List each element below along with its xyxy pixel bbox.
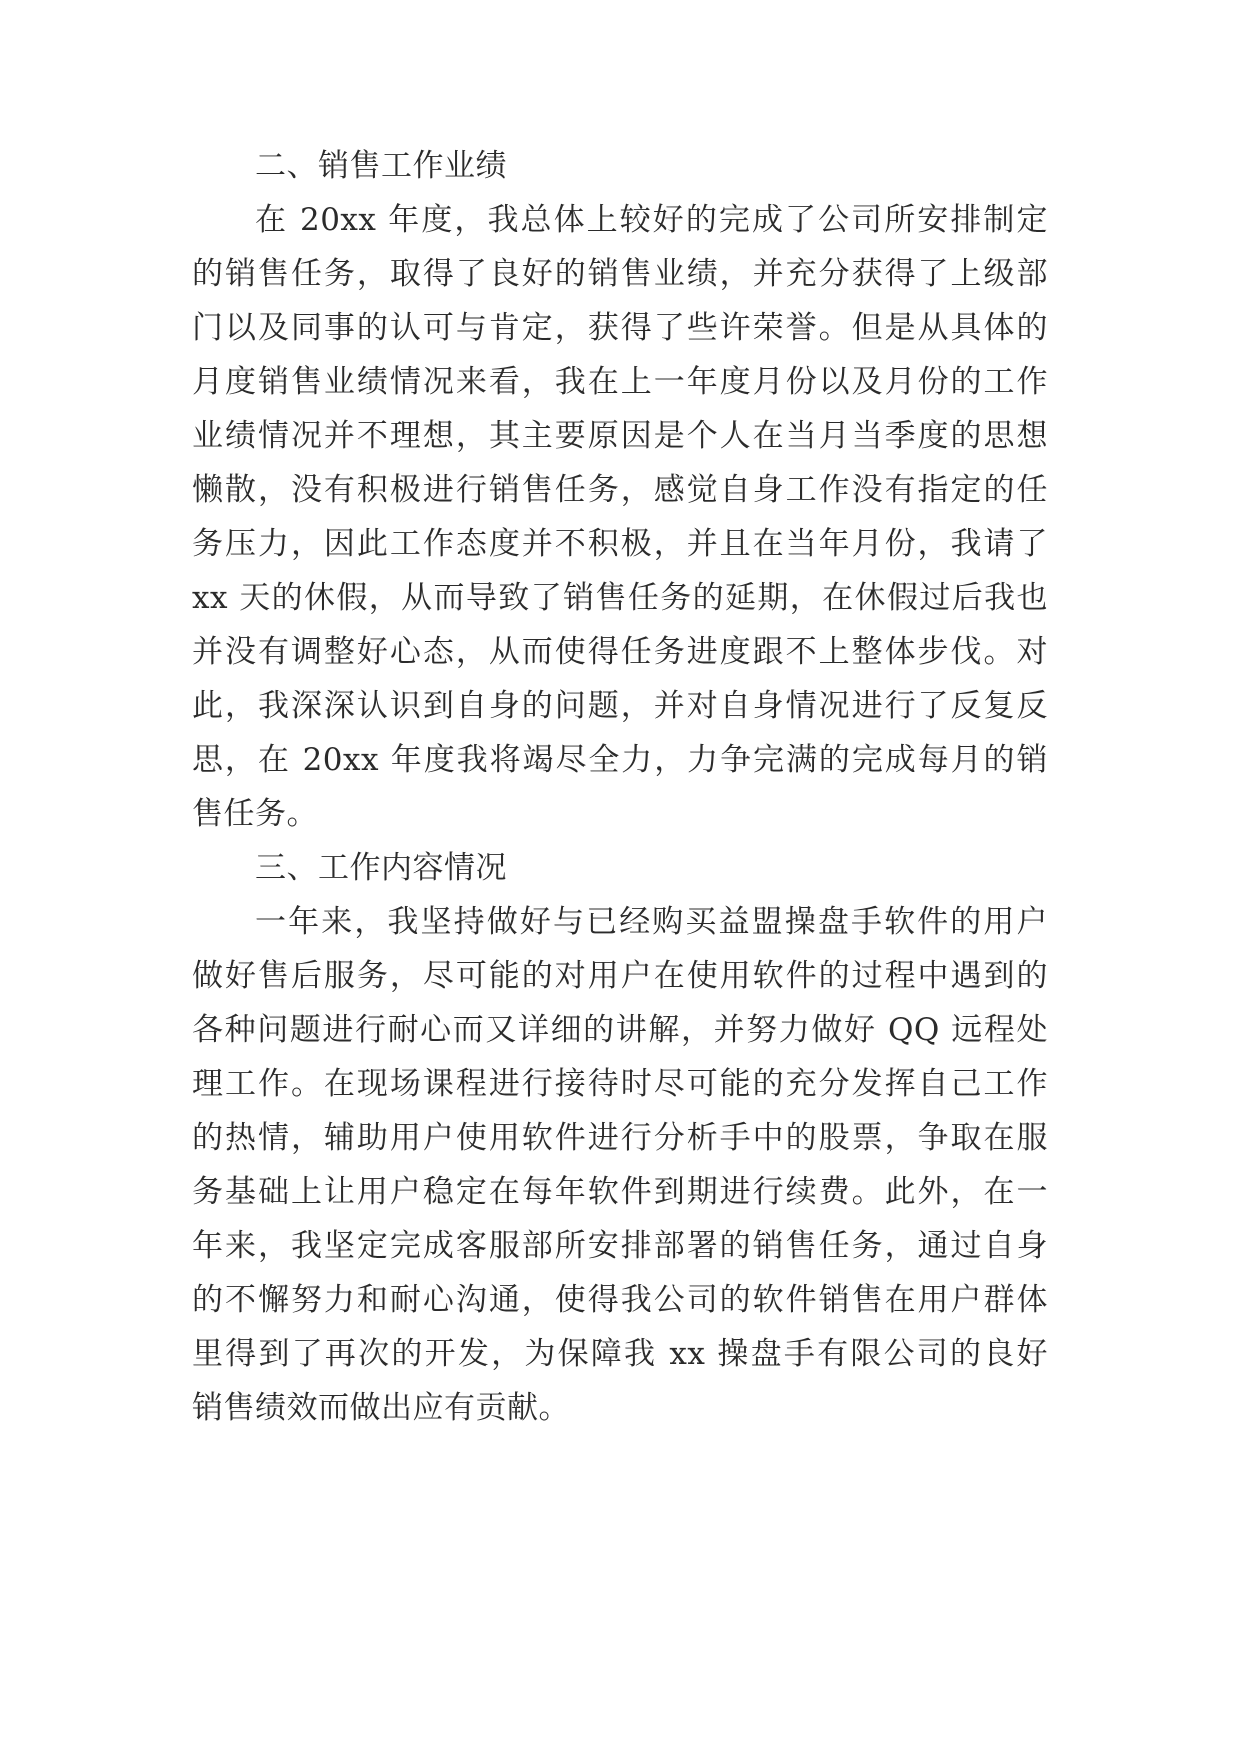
paragraph-line: 各种问题进行耐心而又详细的讲解，并努力做好 QQ 远程处 <box>192 1012 1048 1048</box>
paragraph-line: 里得到了再次的开发，为保障我 xx 操盘手有限公司的良好 <box>192 1336 1048 1372</box>
paragraph-line: 月度销售业绩情况来看，我在上一年度月份以及月份的工作 <box>192 364 1048 400</box>
paragraph-line: 并没有调整好心态，从而使得任务进度跟不上整体步伐。对 <box>192 634 1048 670</box>
paragraph-line: 售任务。 <box>192 796 318 832</box>
paragraph-line: 销售绩效而做出应有贡献。 <box>192 1390 570 1426</box>
paragraph-line: 在 20xx 年度，我总体上较好的完成了公司所安排制定 <box>255 202 1048 238</box>
paragraph-line: 此，我深深认识到自身的问题，并对自身情况进行了反复反 <box>192 688 1048 724</box>
paragraph-line: 做好售后服务，尽可能的对用户在使用软件的过程中遇到的 <box>192 958 1048 994</box>
paragraph-line: xx 天的休假，从而导致了销售任务的延期，在休假过后我也 <box>192 580 1048 616</box>
paragraph-line: 年来，我坚定完成客服部所安排部署的销售任务，通过自身 <box>192 1228 1048 1264</box>
paragraph-line: 务压力，因此工作态度并不积极，并且在当年月份，我请了 <box>192 526 1048 562</box>
paragraph-line: 业绩情况并不理想，其主要原因是个人在当月当季度的思想 <box>192 418 1048 454</box>
paragraph-line: 的热情，辅助用户使用软件进行分析手中的股票，争取在服 <box>192 1120 1048 1156</box>
section-heading-sales-performance: 二、销售工作业绩 <box>255 148 507 184</box>
paragraph-line: 理工作。在现场课程进行接待时尽可能的充分发挥自己工作 <box>192 1066 1048 1102</box>
paragraph-line: 懒散，没有积极进行销售任务，感觉自身工作没有指定的任 <box>192 472 1048 508</box>
paragraph-line: 门以及同事的认可与肯定，获得了些许荣誉。但是从具体的 <box>192 310 1048 346</box>
paragraph-line: 的销售任务，取得了良好的销售业绩，并充分获得了上级部 <box>192 256 1048 292</box>
paragraph-line: 务基础上让用户稳定在每年软件到期进行续费。此外，在一 <box>192 1174 1048 1210</box>
section-heading-work-content: 三、工作内容情况 <box>255 850 507 886</box>
paragraph-line: 的不懈努力和耐心沟通，使得我公司的软件销售在用户群体 <box>192 1282 1048 1318</box>
paragraph-line: 一年来，我坚持做好与已经购买益盟操盘手软件的用户 <box>255 904 1048 940</box>
paragraph-line: 思，在 20xx 年度我将竭尽全力，力争完满的完成每月的销 <box>192 742 1048 778</box>
